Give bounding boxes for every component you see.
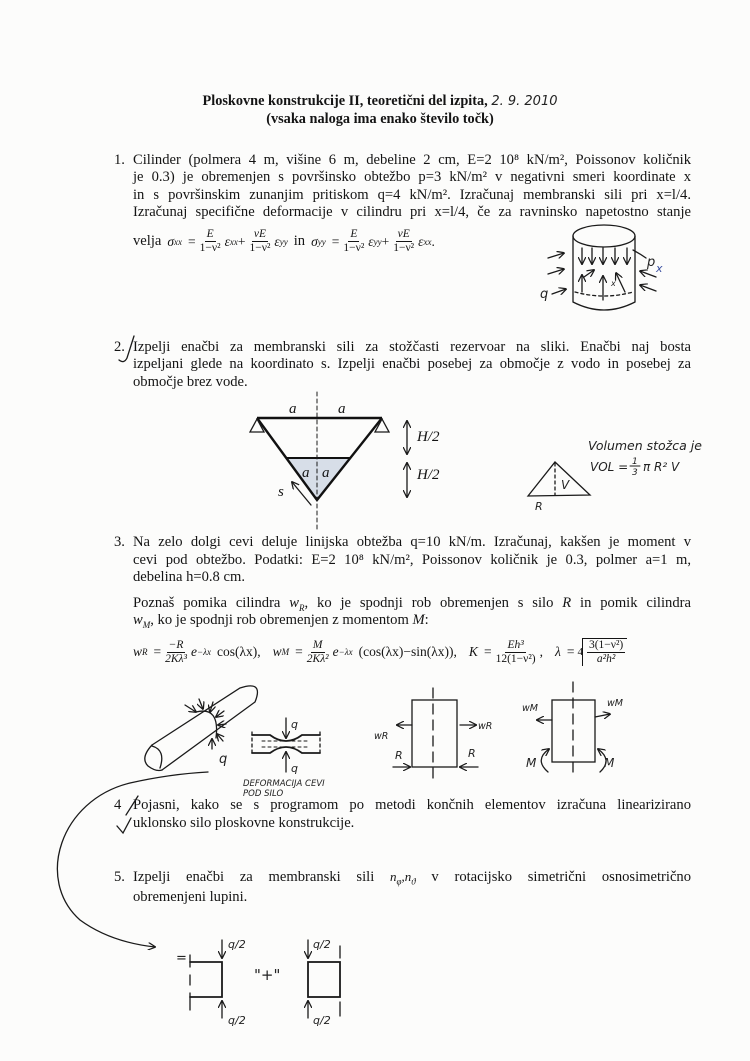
plus: + bbox=[381, 233, 390, 249]
formula-text: in bbox=[293, 233, 306, 249]
q1-line: in s površinskim zunanjim pritiskom q=4 kN/m². Izračunaj membranski sili pri x=l/4. bbox=[133, 187, 691, 203]
symbol: w bbox=[272, 644, 282, 659]
wR-label: wR bbox=[374, 731, 389, 742]
numerator: νE bbox=[253, 228, 267, 240]
subscript: yy bbox=[279, 236, 288, 247]
text: v rotacijsko simetrični osnosimetrično bbox=[431, 869, 692, 885]
symbol: n bbox=[390, 869, 397, 884]
subscript: xx bbox=[174, 236, 183, 247]
R-label: R bbox=[395, 749, 403, 762]
numerator: −R bbox=[168, 638, 184, 651]
wM-label: wM bbox=[607, 698, 623, 709]
equals: = bbox=[331, 233, 340, 249]
plus: + bbox=[237, 233, 246, 249]
numerator: M bbox=[312, 638, 323, 651]
bottom-superposition-sketch bbox=[176, 938, 340, 1027]
cone-height-label: V bbox=[561, 478, 570, 492]
denominator: 2Kλ² bbox=[306, 652, 329, 665]
a-label: a bbox=[289, 401, 297, 417]
half-load-label: q/2 bbox=[313, 938, 331, 951]
q2-check-mark bbox=[119, 336, 134, 362]
numerator: E bbox=[206, 228, 214, 240]
M-label: M bbox=[526, 756, 537, 770]
q-label: q bbox=[291, 718, 298, 731]
cone-radius-label: R bbox=[535, 500, 543, 513]
subscript: yy bbox=[317, 236, 326, 247]
period: . bbox=[431, 233, 435, 249]
symbol: K bbox=[468, 644, 478, 659]
symbol: R bbox=[562, 595, 572, 611]
note-formula: VOL = bbox=[590, 460, 629, 474]
sigma-symbol: σ bbox=[167, 233, 175, 249]
q2-line: območje brez vode. bbox=[133, 374, 248, 390]
subscript: R bbox=[142, 647, 148, 657]
exponent: −λx bbox=[338, 647, 353, 657]
symbol: w bbox=[133, 644, 143, 659]
note-formula: π R² V bbox=[643, 460, 680, 474]
p-label: p bbox=[647, 255, 656, 270]
M-label: M bbox=[604, 756, 615, 770]
numerator: Eh³ bbox=[507, 638, 524, 651]
q-label: q bbox=[291, 762, 298, 775]
equals-sign: = bbox=[176, 951, 187, 966]
sigma-symbol: σ bbox=[311, 233, 318, 249]
force-loaded-cylinder-sketch bbox=[374, 688, 492, 780]
x-label: x bbox=[611, 279, 616, 288]
q3-displacement-formulas: w R = $\frac{-R}{\text{2Kλ³}}$ e −λx cos(λx), w M = $\frac{M}{\text{2Kλ²}}$ e −λx (cos(λx)−sin(λx)), K = $\frac{\text{Eh³}}{\text{12(1−ν²)}}$ , λ = 4 $\frac{\text{3(1−ν²)}}{\text{a²h²}}$ bbox=[133, 638, 627, 666]
text: : bbox=[424, 612, 429, 628]
q-label: q bbox=[540, 287, 549, 302]
epsilon-symbol: ε bbox=[274, 233, 280, 249]
deformation-caption: POD SILO bbox=[243, 789, 284, 799]
denominator: 1−ν² bbox=[343, 242, 365, 254]
q3-line: debelina h=0.8 cm. bbox=[133, 569, 245, 585]
subscript: yy bbox=[373, 236, 382, 247]
denominator: 2Kλ³ bbox=[165, 652, 187, 665]
wR-label: wR bbox=[478, 721, 493, 732]
symbol: M bbox=[412, 612, 425, 628]
a-label: a bbox=[322, 465, 330, 481]
comma: , bbox=[539, 644, 543, 659]
title-text: Ploskovne konstrukcije II, teoretični del izpita, bbox=[202, 93, 488, 109]
denominator: 1−ν² bbox=[393, 242, 415, 254]
numerator: E bbox=[350, 228, 358, 240]
q2-line: Izpelji enačbi za membranski sili za stožčasti rezervoar na sliki. Enačbi naj bosta bbox=[133, 339, 691, 355]
q2-conical-tank-figure bbox=[250, 392, 440, 530]
subscript: φ bbox=[396, 876, 402, 887]
subscript: R bbox=[299, 602, 305, 613]
q1-line: Cilinder (polmera 4 m, višine 6 m, debeline 2 cm, E=2 10⁸ kN/m², Poissonov količnik bbox=[133, 152, 691, 168]
q3-line: Na zelo dolgi cevi deluje linijska obtežba q=10 kN/m. Izračunaj, kakšen je moment v bbox=[133, 534, 691, 550]
text: , ko je spodnji rob obremenjen s silo bbox=[304, 595, 554, 611]
plus-sign: "+" bbox=[254, 966, 281, 984]
q1-line: Izračunaj specifične deformacije v cilindru pri x=l/4, če za ravninsko napetostno stanje bbox=[133, 204, 691, 220]
note-fraction-den: 3 bbox=[632, 468, 638, 478]
h-half-label: H/2 bbox=[417, 429, 440, 445]
q3-number: 3. bbox=[114, 534, 125, 550]
formula-text: (cos(λx)−sin(λx)), bbox=[358, 644, 457, 659]
q4-line: Pojasni, kako se s programom po metodi končnih elementov izračuna linearizirano bbox=[133, 797, 691, 813]
epsilon-symbol: ε bbox=[418, 233, 424, 249]
wM-label: wM bbox=[522, 703, 538, 714]
note-fraction-num: 1 bbox=[632, 457, 638, 467]
q4-line: uklonsko silo ploskovne konstrukcije. bbox=[133, 815, 355, 831]
symbol: λ bbox=[554, 644, 561, 659]
a-label: a bbox=[338, 401, 346, 417]
subscript: xx bbox=[423, 236, 432, 247]
equals: = bbox=[188, 233, 196, 249]
q3-pipe-sketch bbox=[145, 686, 258, 771]
symbol: w bbox=[133, 612, 143, 628]
equals: = bbox=[566, 644, 575, 659]
x-label: x bbox=[656, 262, 663, 275]
cone-volume-note bbox=[528, 438, 702, 513]
symbol: w bbox=[289, 595, 300, 611]
q2-number: 2. bbox=[114, 339, 125, 355]
exponent: −λx bbox=[197, 647, 211, 657]
epsilon-symbol: ε bbox=[224, 233, 230, 249]
connector-arrow bbox=[57, 772, 208, 947]
moment-loaded-cylinder-sketch bbox=[522, 682, 623, 773]
R-label: R bbox=[468, 747, 476, 760]
symbol: n bbox=[404, 869, 412, 884]
denominator: 1−ν² bbox=[249, 242, 271, 254]
subscript: xx bbox=[229, 236, 238, 247]
text: Poznaš pomika cilindra bbox=[133, 595, 281, 611]
half-load-label: q/2 bbox=[228, 1014, 246, 1027]
half-load-label: q/2 bbox=[313, 1014, 331, 1027]
q5-line: obremenjeni lupini. bbox=[133, 889, 248, 905]
numerator: νE bbox=[397, 228, 410, 240]
exam-subtitle: (vsaka naloga ima enako število točk) bbox=[266, 111, 494, 127]
subscript: M bbox=[281, 647, 290, 657]
q5-number: 5. bbox=[114, 869, 125, 885]
equals: = bbox=[483, 644, 492, 659]
handwritten-date: 2. 9. 2010 bbox=[491, 94, 558, 109]
q1-line: je 0.3) je obremenjen s površinsko obtežbo p=3 kN/m² v negativni smeri koordinate x bbox=[133, 169, 691, 185]
pipe-deformation-sketch bbox=[243, 718, 325, 799]
epsilon-symbol: ε bbox=[368, 233, 374, 249]
q4-check-mark bbox=[117, 796, 138, 833]
symbol: e bbox=[191, 644, 197, 659]
denominator: 1−ν² bbox=[199, 242, 221, 254]
text: Izpelji enačbi za membranski sili bbox=[133, 869, 375, 885]
q1-cylinder-sketch bbox=[540, 225, 663, 310]
subscript: M bbox=[142, 619, 151, 630]
subscript: ϑ bbox=[411, 876, 416, 887]
note-text: Volumen stožca je bbox=[588, 438, 702, 453]
text: , ko je spodnji rob obremenjen z momentom bbox=[150, 612, 409, 628]
numerator: 3(1−ν²) bbox=[588, 639, 624, 651]
text: in pomik cilindra bbox=[580, 595, 691, 611]
denominator: a²h² bbox=[596, 653, 616, 665]
a-label: a bbox=[302, 465, 310, 481]
denominator: 12(1−ν²) bbox=[495, 652, 536, 665]
q3-line: cevi pod obtežbo. Podatki: E=2 10⁸ kN/m², Poissonov količnik je 0.3, polmer a=1 m, bbox=[133, 552, 691, 568]
symbol: e bbox=[332, 644, 339, 659]
equals: = bbox=[153, 644, 162, 659]
q2-line: izpeljani glede na koordinato s. Izpelji enačbi posebej za območje z vodo in posebej za bbox=[133, 356, 691, 372]
h-half-label: H/2 bbox=[417, 467, 440, 483]
formula-text: cos(λx), bbox=[216, 644, 261, 659]
equals: = bbox=[295, 644, 303, 659]
q1-number: 1. bbox=[114, 152, 125, 168]
q-label: q bbox=[219, 752, 228, 767]
half-load-label: q/2 bbox=[228, 938, 246, 951]
formula-text: velja bbox=[133, 233, 162, 249]
deformation-caption: DEFORMACIJA CEVI bbox=[243, 779, 325, 789]
q4-number: 4 bbox=[114, 797, 122, 813]
comma: , bbox=[401, 869, 405, 884]
s-label: s bbox=[278, 484, 284, 500]
